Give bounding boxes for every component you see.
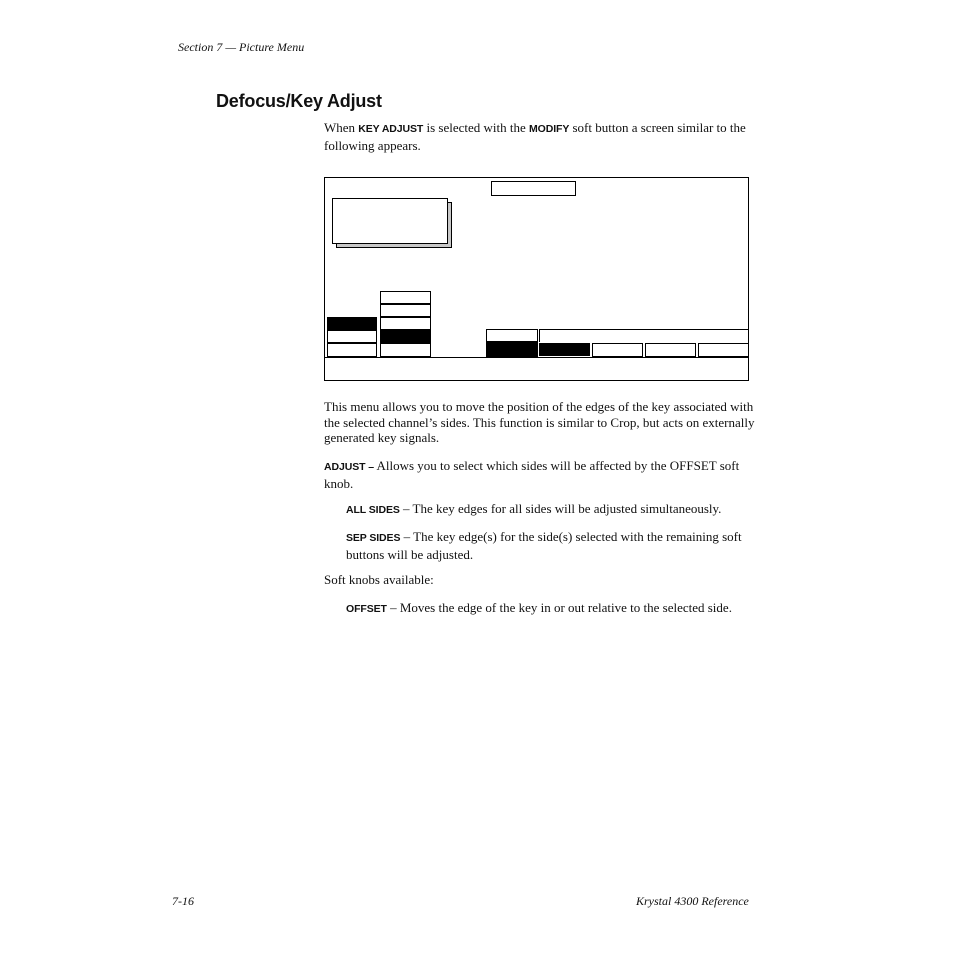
section-title: Defocus/Key Adjust bbox=[216, 91, 382, 111]
soft-button-blank bbox=[380, 304, 431, 317]
all-sides-keyword: ALL SIDES bbox=[346, 504, 400, 516]
sep-sides-keyword: SEP SIDES bbox=[346, 532, 401, 544]
status-bar-divider bbox=[325, 357, 748, 358]
soft-button-selected bbox=[380, 330, 431, 343]
screen-title-box bbox=[491, 181, 576, 196]
adjust-paragraph: ADJUST – Allows you to select which sides will be affected by the OFFSET soft knob. bbox=[324, 458, 740, 491]
all-sides-paragraph: ALL SIDES – The key edges for all sides will be adjusted simultaneously. bbox=[346, 501, 722, 516]
sep-sides-paragraph: SEP SIDES – The key edge(s) for the side(s) selected with the remaining soft buttons will be adjusted. bbox=[346, 529, 742, 562]
page-number: 7-16 bbox=[172, 894, 194, 908]
soft-button-blank bbox=[592, 343, 643, 357]
soft-button-blank bbox=[698, 343, 749, 357]
menu-screen-diagram bbox=[324, 177, 749, 381]
offset-keyword: OFFSET bbox=[346, 603, 387, 615]
soft-button-blank bbox=[645, 343, 696, 357]
soft-button-blank bbox=[327, 330, 377, 343]
info-panel bbox=[332, 198, 448, 244]
soft-button-group-label bbox=[486, 329, 538, 342]
description-paragraph: This menu allows you to move the position of the edges of the key associated with the selected channel’s sides. This function is similar to Crop, but acts on externally generated key signals. bbox=[324, 399, 755, 445]
running-header: Section 7 — Picture Menu bbox=[178, 40, 305, 54]
soft-button-blank bbox=[327, 343, 377, 357]
soft-button-blank bbox=[380, 317, 431, 330]
soft-knobs-heading: Soft knobs available: bbox=[324, 572, 434, 587]
manual-title: Krystal 4300 Reference bbox=[636, 894, 749, 908]
soft-button-blank bbox=[380, 343, 431, 357]
soft-button-group-label-wide bbox=[539, 329, 749, 342]
adjust-keyword: ADJUST – bbox=[324, 461, 374, 473]
intro-paragraph: When KEY ADJUST is selected with the MODIFY soft button a screen similar to the following appears. bbox=[324, 120, 746, 153]
soft-button-selected bbox=[486, 342, 538, 357]
soft-button-adjust-selected bbox=[327, 317, 377, 330]
key-adjust-keyword: KEY ADJUST bbox=[358, 123, 424, 135]
modify-keyword: MODIFY bbox=[529, 123, 570, 135]
offset-paragraph: OFFSET – Moves the edge of the key in or out relative to the selected side. bbox=[346, 600, 732, 615]
soft-button-selected bbox=[539, 343, 590, 356]
soft-button-blank bbox=[380, 291, 431, 304]
